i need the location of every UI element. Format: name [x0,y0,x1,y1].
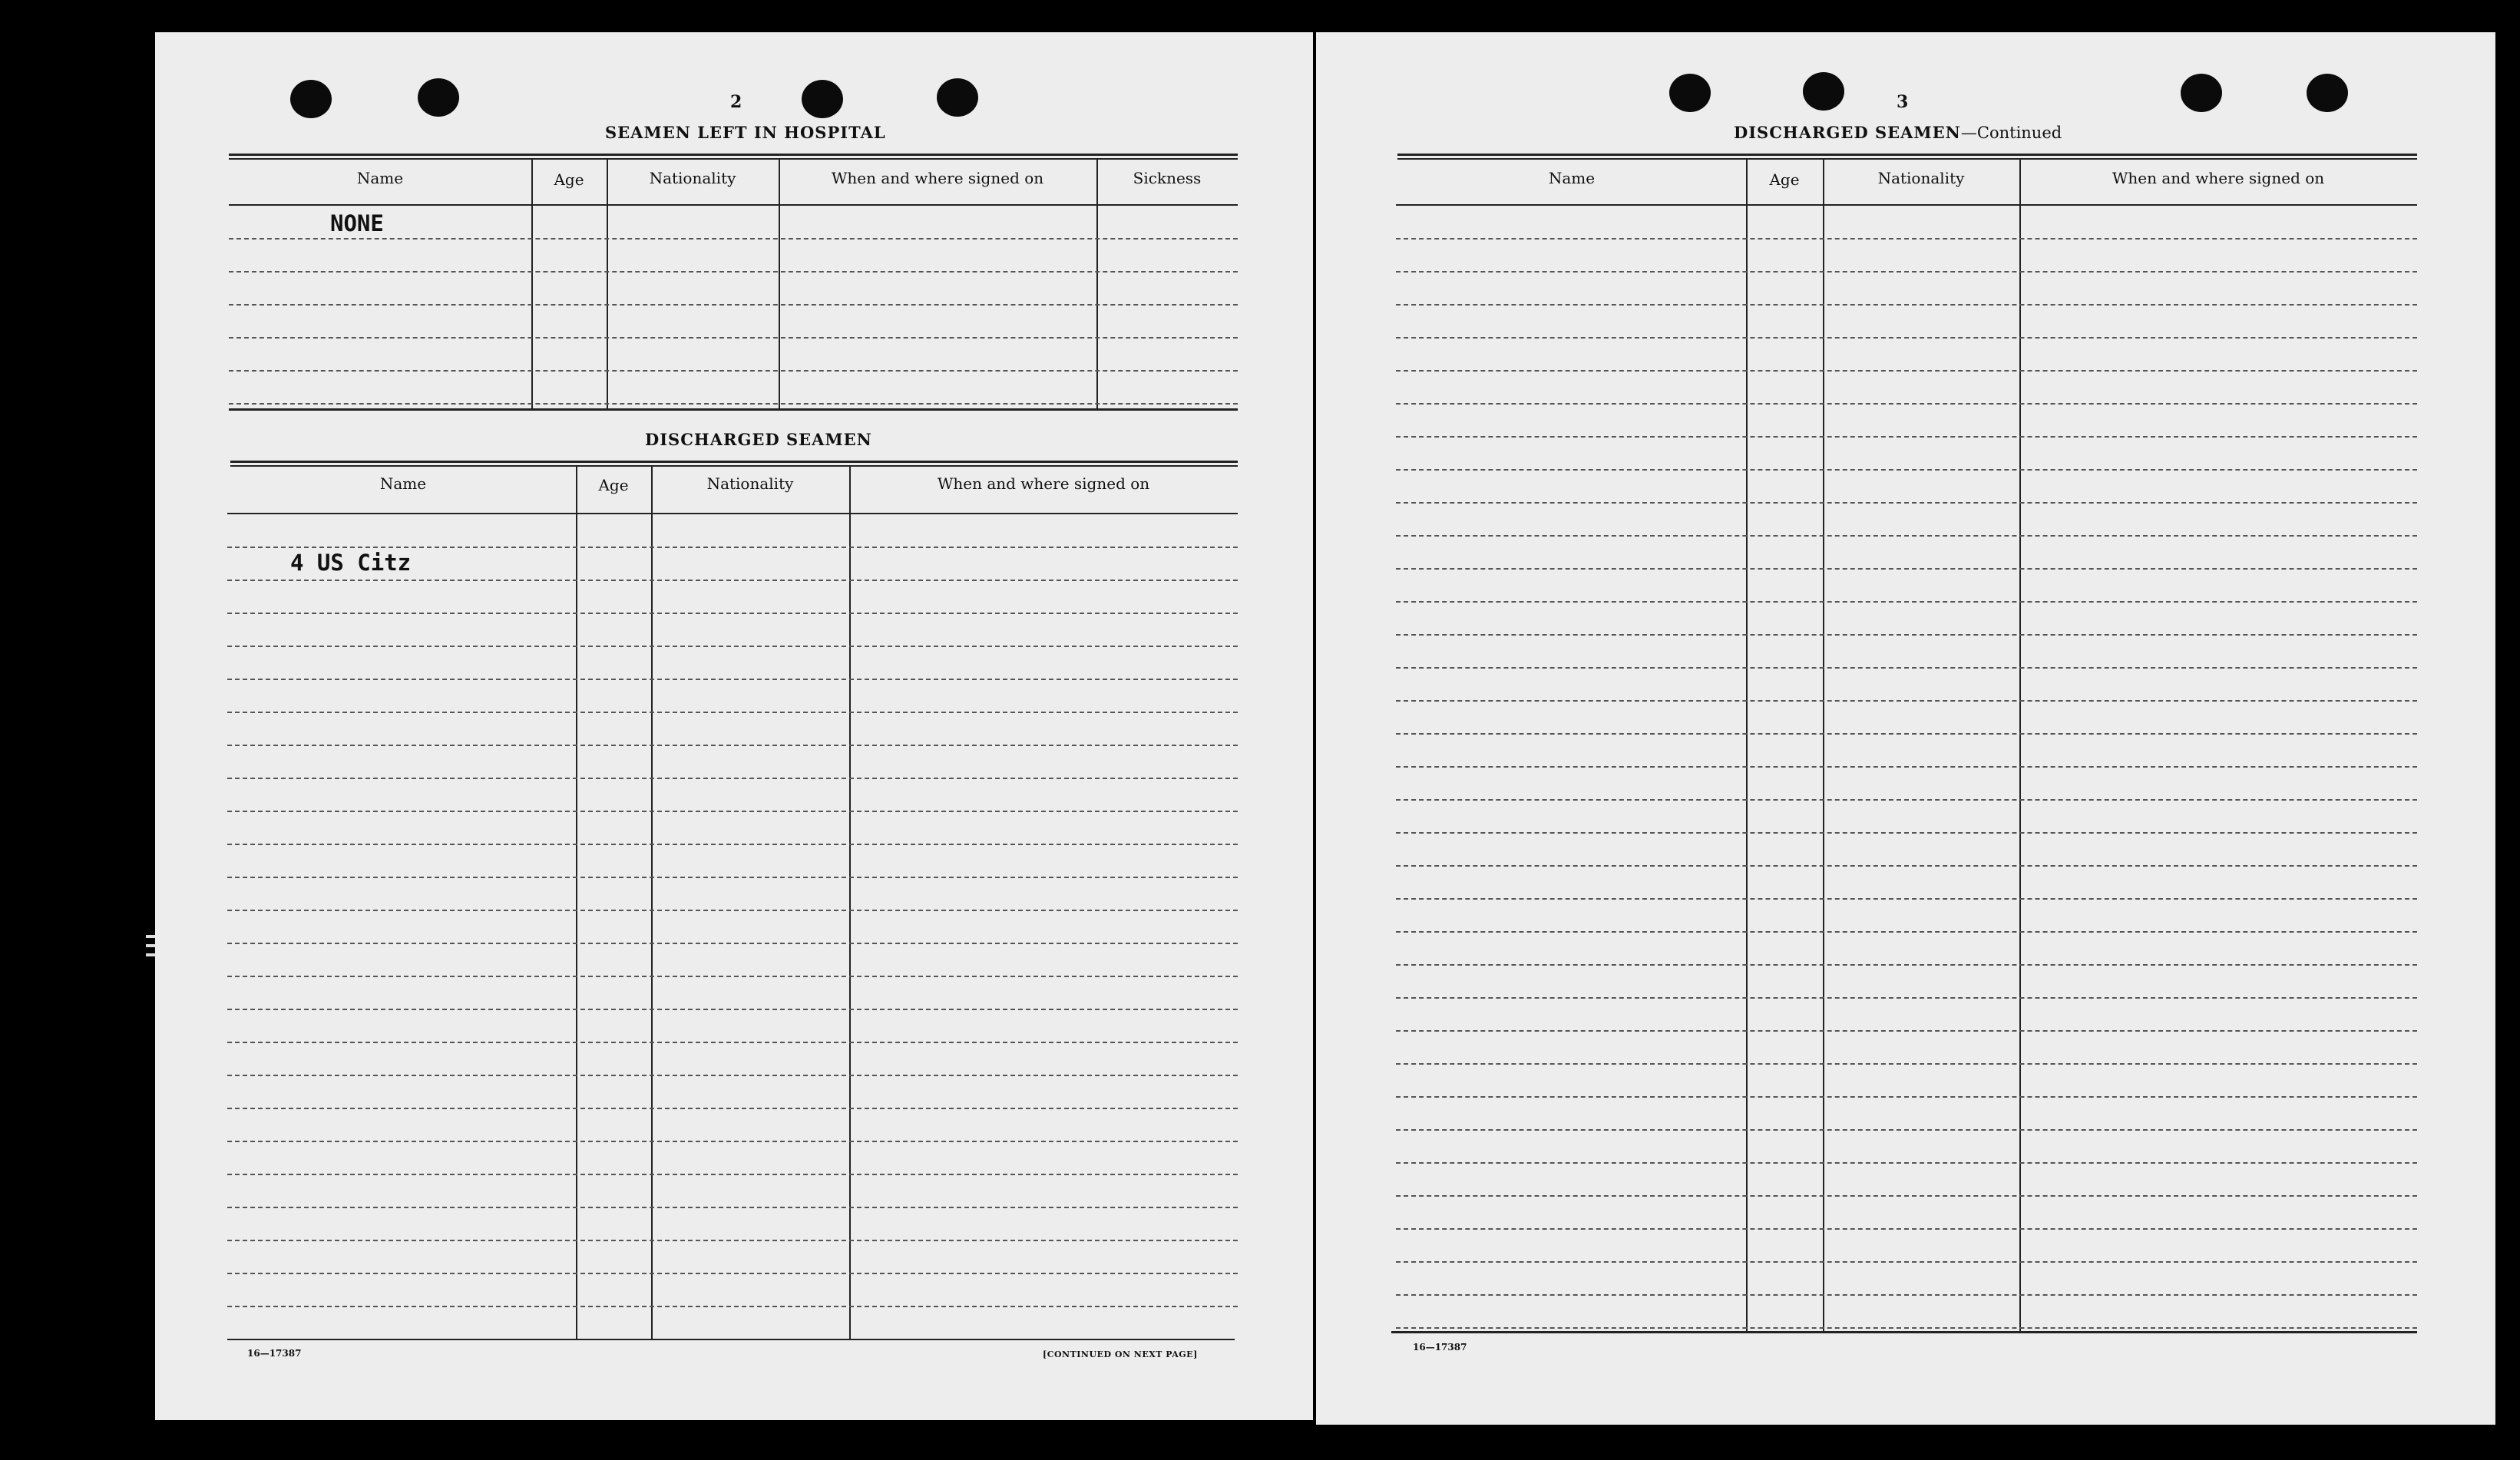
ruled-line [227,844,1238,845]
ruled-line [1396,1162,2417,1164]
punch-hole-icon [937,78,978,117]
ruled-line [227,1042,1238,1043]
ruled-line [1396,898,2417,900]
ruled-line [1396,436,2417,438]
ruled-line [1396,535,2417,537]
margin-mark [146,953,155,956]
punch-hole-icon [2181,74,2222,112]
hospital-entry: NONE [330,210,384,236]
ruled-line [229,370,1238,372]
ruled-line [227,1108,1238,1109]
ruled-line [227,1240,1238,1241]
column-header-signed-on: When and where signed on [2112,169,2325,187]
column-header-name: Name [356,169,404,187]
ruled-line [227,1009,1238,1010]
ruled-line [227,811,1238,812]
punch-hole-icon [1803,72,1844,111]
ruled-line [227,1075,1238,1076]
ruled-line [1396,865,2417,867]
punch-hole-icon [418,78,459,117]
ruled-line [227,1174,1238,1175]
ruled-line [1396,337,2417,339]
column-header-nationality: Nationality [1877,169,1965,187]
ruled-line [227,1207,1238,1208]
ruled-line [1396,502,2417,504]
column-header-signed-on: When and where signed on [937,474,1150,493]
ruled-line [229,337,1238,339]
column-header-nationality: Nationality [649,169,736,187]
ruled-line [1396,304,2417,306]
hospital-section-title: SEAMEN LEFT IN HOSPITAL [605,123,886,142]
page-number: 3 [1897,92,1909,112]
ruled-line [1396,799,2417,801]
ruled-line [227,1273,1238,1274]
left-page [155,32,1313,1420]
column-header-age: Age [598,476,629,494]
ruled-line [227,1306,1238,1307]
ruled-line [1396,1327,2417,1329]
ruled-line [1396,733,2417,735]
discharged-entry: 4 US Citz [290,550,412,576]
punch-hole-icon [290,80,332,118]
ruled-line [229,403,1238,405]
page-number: 2 [730,92,742,112]
ruled-line [1396,700,2417,702]
column-header-signed-on: When and where signed on [831,169,1044,187]
ruled-line [227,547,1238,548]
margin-mark [146,944,155,947]
column-header-name: Name [1548,169,1596,187]
discharged-section-title: DISCHARGED SEAMEN [645,430,872,449]
column-header-age: Age [554,170,584,189]
ruled-line [1396,1129,2417,1131]
ruled-line [1396,1030,2417,1032]
ruled-line [1396,1096,2417,1098]
ruled-line [1396,1228,2417,1230]
ruled-line [227,877,1238,878]
column-header-name: Name [379,474,427,493]
ruled-line [227,679,1238,680]
ruled-line [1396,601,2417,603]
ruled-line [1396,238,2417,239]
column-header-age: Age [1769,170,1800,189]
punch-hole-icon [802,80,843,118]
ruled-line [229,271,1238,273]
form-number: 16—17387 [1413,1342,1467,1353]
ruled-line [1396,568,2417,570]
margin-mark [146,935,155,938]
ruled-line [1396,766,2417,768]
ruled-line [1396,271,2417,273]
ruled-line [1396,997,2417,999]
form-number: 16—17387 [247,1348,302,1359]
ruled-line [227,778,1238,779]
right-page [1316,32,2495,1425]
ruled-line [1396,667,2417,669]
ruled-line [227,646,1238,647]
ruled-line [227,712,1238,713]
ruled-line [1396,931,2417,933]
ruled-line [227,613,1238,614]
ruled-line [1396,403,2417,405]
continued-note: [CONTINUED ON NEXT PAGE] [1043,1349,1198,1359]
ruled-line [1396,1261,2417,1263]
ruled-line [227,1141,1238,1142]
punch-hole-icon [2307,74,2348,112]
ruled-line [1396,1294,2417,1296]
punch-hole-icon [1669,74,1711,112]
discharged-continued-title: DISCHARGED SEAMEN—Continued [1734,123,2062,142]
ruled-line [227,976,1238,977]
ruled-line [1396,469,2417,471]
ruled-line [227,943,1238,944]
column-header-sickness: Sickness [1133,169,1202,187]
ruled-line [227,580,1238,581]
ruled-line [227,910,1238,911]
ruled-line [1396,634,2417,636]
ruled-line [227,745,1238,746]
ruled-line [1396,1063,2417,1065]
ruled-line [1396,964,2417,966]
ruled-line [1396,832,2417,834]
ruled-line [1396,370,2417,372]
ruled-line [229,304,1238,306]
ruled-line [229,238,1238,239]
column-header-nationality: Nationality [706,474,794,493]
ruled-line [1396,1195,2417,1197]
